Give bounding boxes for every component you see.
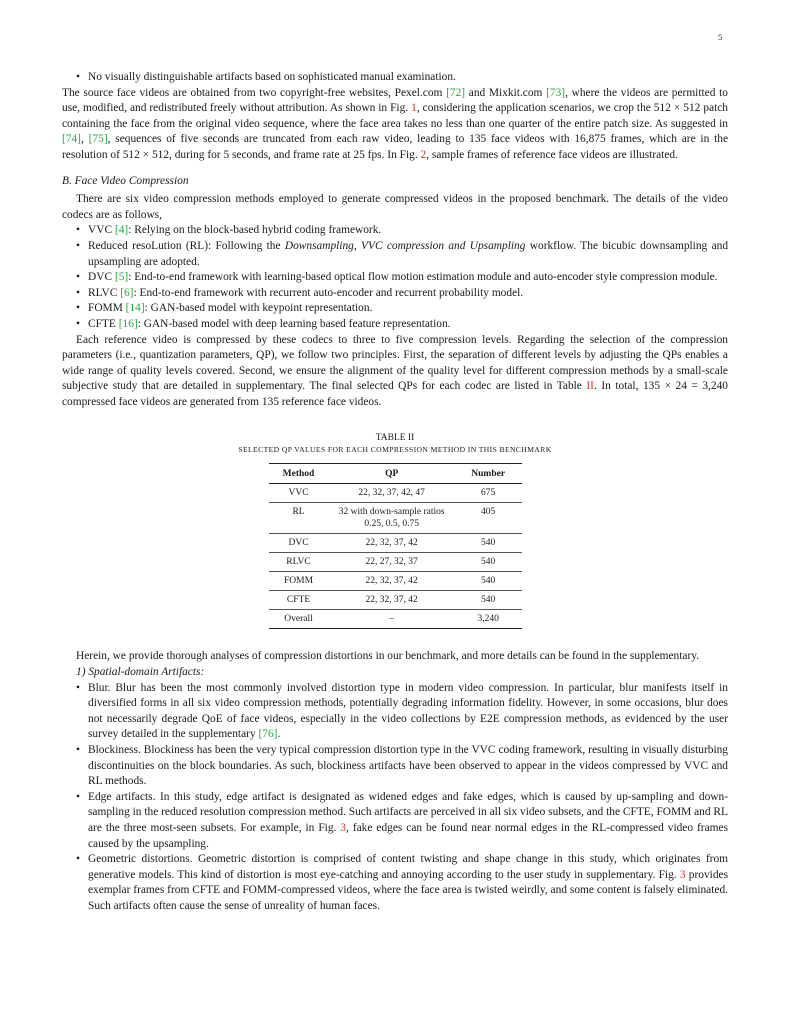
list-item: • Blockiness. Blockiness has been the very typical compression distortion type in the VVC coding framework, resulting in visually disturbing discontinuities on the block boundaries. As such, blockiness artifacts have been observed to appear in the videos compressed by VVC and RL methods.: [76, 744, 728, 788]
method-cell: CFTE: [269, 591, 329, 610]
list-item: • FOMM [14]: GAN-based model with keypoint representation.: [62, 301, 728, 317]
method-cell: DVC: [269, 534, 329, 553]
number-cell: 540: [455, 591, 522, 610]
list-item: • Geometric distortions. Geometric distortion is comprised of content twisting and shape change in this study, which originates from generative models. This kind of distortion is most eye-catching and annoying according to the user study in supplementary. Fig. 3 provides exemplar frames from CFTE and FOMM-compressed videos, where the face area is twisted weirdly, and some content is falsely eliminated. Such artifacts often cause the sense of unreality of human faces.: [76, 853, 729, 912]
qp-table: [269, 463, 522, 629]
citation-link[interactable]: [72]: [446, 86, 466, 99]
page-number: 5: [718, 32, 723, 42]
number-cell: 540: [455, 553, 522, 572]
qp-cell: 22, 32, 37, 42: [329, 534, 455, 553]
table-caption: SELECTED QP VALUES FOR EACH COMPRESSION METHOD IN THIS BENCHMARK: [238, 445, 552, 455]
source-paragraph: The source face videos are obtained from two copyright-free websites, Pexel.com [72] and Mixkit.com [73], where the videos are permitted to use, modified, and redistributed freely without attribution. As shown in Fig. 1, considering the application scenarios, we crop the 512 × 512 patch containing the face from the original video sequence, where the face area takes no less than one quarter of the entire patch size. As suggested in [74], [75], sequences of five seconds are truncated from each raw video, leading to 135 face videos with 16,875 frames, which are in the resolution of 512 × 512, during for 5 seconds, and frame rate at 25 fps. In Fig. 2, sample frames of reference face videos are illustrated.: [62, 86, 729, 161]
table-ref-link[interactable]: II: [586, 380, 594, 393]
method-cell: FOMM: [269, 572, 329, 591]
table-row: [269, 534, 522, 553]
analysis-intro: Herein, we provide thorough analyses of compression distortions in our benchmark, and more details can be found in the supplementary.: [76, 650, 700, 663]
qp-cell: 22, 32, 37, 42: [329, 591, 455, 610]
method-cell: Overall: [284, 614, 313, 625]
qp-cell: 22, 32, 37, 42: [329, 572, 455, 591]
bullet-icon: •: [76, 317, 80, 330]
bullet-icon: •: [76, 853, 80, 866]
citation-link[interactable]: [16]: [118, 317, 138, 330]
bullet-icon: •: [76, 271, 80, 284]
list-item: • Edge artifacts. In this study, edge artifact is designated as widened edges and fake edges, which is caused by up-sampling and down-sampling in the reduced resolution compression method. Such artifacts are perceived in all six video subsets, and the CFTE, FOMM and RL are the three most-seen subsets. For example, in Fig. 3, fake edges can be found near normal edges in the RL-compressed video frames caused by the upsampling.: [76, 790, 729, 850]
list-item: • Reduced resoLution (RL): Following the Downsampling, VVC compression and Upsampling workflow. The bicubic downsampling and upsampling are adopted.: [76, 239, 729, 268]
bullet-icon: •: [76, 302, 80, 315]
subsection-heading: 1) Spatial-domain Artifacts:: [76, 666, 205, 679]
list-item: • CFTE [16]: GAN-based model with deep learning based feature representation.: [62, 317, 728, 333]
compression-levels-paragraph: Each reference video is compressed by these codecs to three to five compression levels. Regarding the selection of the compression parameters (i.e., quantization parameters, QP), we follow two principles. First, the separation of different levels by adjusting the QPs enables a wide range of quality levels covered. Second, we ensure the alignment of the quality level for different compression methods by a small-scale subjective study that are detailed in supplementary. The final selected QPs for each codec are listed in Table II. In total, 135 × 24 = 3,240 compressed face videos are generated from 135 reference face videos.: [62, 333, 728, 408]
section-heading-b: B. Face Video Compression: [62, 174, 189, 187]
list-item: • No visually distinguishable artifacts based on sophisticated manual examination.: [62, 70, 728, 86]
citation-link[interactable]: [73]: [546, 86, 566, 99]
figure-ref-link[interactable]: 3: [340, 822, 347, 834]
section-b-intro: There are six video compression methods employed to generate compressed videos in the proposed benchmark. The details of the video codecs are as follows,: [62, 193, 728, 221]
qp-cell: 22, 27, 32, 37: [329, 553, 455, 572]
qp-cell: 32 with down-sample ratios 0.25, 0.5, 0.75: [329, 503, 455, 534]
citation-link[interactable]: [76]: [258, 728, 278, 741]
table-ii: [62, 432, 728, 629]
method-cell: RLVC: [269, 553, 329, 572]
qp-cell: –: [389, 614, 395, 625]
table-row: [269, 591, 522, 610]
bullet-icon: •: [76, 681, 80, 694]
number-cell: 3,240: [477, 614, 499, 625]
column-header: Method: [269, 464, 329, 484]
figure-ref-link[interactable]: 2: [420, 148, 427, 161]
bullet-icon: •: [76, 790, 80, 803]
bullet-icon: •: [76, 744, 80, 757]
method-cell: RL: [269, 503, 329, 534]
figure-ref-link[interactable]: 3: [679, 868, 686, 881]
bullet-icon: •: [76, 224, 80, 237]
table-row: [269, 484, 522, 503]
list-item: • DVC [5]: End-to-end framework with learning-based optical flow motion estimation module and auto-encoder style compression module.: [62, 270, 728, 286]
citation-link[interactable]: [74]: [62, 133, 81, 146]
number-cell: 675: [455, 484, 522, 503]
citation-link[interactable]: [75]: [88, 133, 108, 146]
table-row: [269, 553, 522, 572]
citation-link[interactable]: [5]: [114, 271, 129, 284]
citation-link[interactable]: [4]: [114, 224, 129, 237]
method-cell: VVC: [269, 484, 329, 503]
artifact-list: [62, 681, 728, 915]
bullet-icon: •: [76, 286, 80, 299]
table-row: [269, 503, 522, 534]
codec-list: [62, 223, 728, 332]
citation-link[interactable]: [14]: [125, 302, 145, 315]
intro-bullet-list: [62, 70, 728, 86]
number-cell: 540: [455, 534, 522, 553]
column-header: QP: [329, 464, 455, 484]
paper-body: [62, 70, 728, 915]
table-number: TABLE II: [375, 433, 415, 444]
bullet-icon: •: [76, 239, 80, 252]
number-cell: 540: [455, 572, 522, 591]
table-row: [269, 610, 522, 629]
list-item: • VVC [4]: Relying on the block-based hybrid coding framework.: [62, 223, 728, 239]
column-header: Number: [455, 464, 522, 484]
table-row: [269, 572, 522, 591]
bullet-icon: •: [76, 71, 80, 83]
table-header-row: [269, 464, 522, 484]
qp-cell: 22, 32, 37, 42, 47: [329, 484, 455, 503]
list-item: • Blur. Blur has been the most commonly involved distortion type in modern video compression. In particular, blur manifests itself in diversified forms in all six video compression methods, potentially degrading information fidelity. However, in some occasions, blur does not necessarily degrade QoE of face videos, especially in the video collections by E2E compression methods, as evidenced by the user survey detailed in the supplementary [76].: [76, 681, 728, 741]
number-cell: 405: [455, 503, 522, 534]
citation-link[interactable]: [6]: [120, 286, 134, 299]
figure-ref-link[interactable]: 1: [411, 102, 417, 115]
list-item: • RLVC [6]: End-to-end framework with recurrent auto-encoder and recurrent probability model.: [62, 286, 728, 302]
